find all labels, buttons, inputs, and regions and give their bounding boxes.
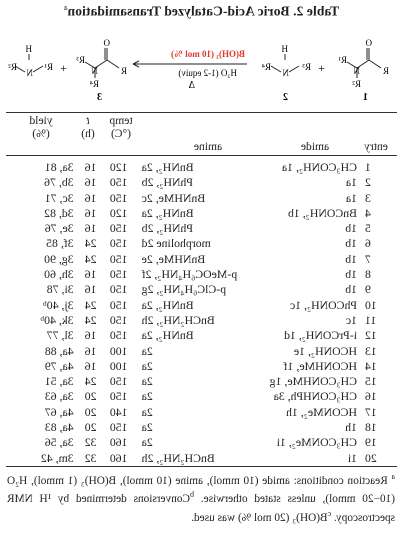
amine-cell: PhNH₂, 2b [141,175,193,190]
yield-cell: 3d, 82 [44,205,74,220]
plus-sign-1: + [318,61,325,75]
temp-cell: 150 [109,328,128,343]
caption-text: Table 2. Boric Acid-Catalyzed Transamidation [67,3,340,19]
product-n-atom: N [91,66,98,76]
amine-cell: 2a [141,374,153,389]
amide-cell: HCONHMe, 1f [283,358,357,373]
product-r3: R³ [76,55,85,65]
table-row [7,328,395,343]
table-row [7,282,395,297]
amine-cell: p-ClC₆H₄NH₂, 2g [141,282,227,297]
table-row [7,206,395,221]
amide-cell: 1b [345,236,357,251]
yield-cell: 3m, 42 [40,450,74,465]
amide-cell: 1b [345,221,357,236]
time-cell: 16 [84,221,97,236]
amine-r3: R³ [302,62,311,72]
yield-cell: 4a, 79 [44,358,74,373]
amide-cell: 1c [345,312,357,327]
header-entry: entry [364,140,388,153]
table-row [7,435,395,450]
time-cell: 24 [84,297,97,312]
product-o-atom: O [103,38,110,48]
time-cell: 16 [84,190,97,205]
yield-cell: 3a, 63 [44,389,74,404]
temp-cell: 120 [109,160,128,174]
amine-cell: morpholine 2d [141,236,211,251]
time-cell: 16 [84,343,97,358]
entry-cell: 7 [365,251,371,266]
temp-cell: 150 [109,420,128,435]
yield-cell: 3i, 78 [46,282,74,297]
amide-r2: R² [352,79,361,89]
amine-r4: R⁴ [261,62,271,72]
temp-cell: 150 [109,221,128,236]
header-time: t (h) [81,114,95,140]
product-r4: R⁴ [89,79,99,89]
temp-cell: 100 [109,343,128,358]
product-structure [85,48,119,78]
amide-cell: CH₃CONH₂, 1a [281,160,357,174]
entry-cell: 18 [365,420,377,435]
entry-cell: 15 [365,374,377,389]
time-cell: 16 [84,267,97,282]
time-cell: 20 [84,389,97,404]
amide-cell: 1h [345,420,357,435]
temp-cell: 150 [109,236,128,251]
caption-footnote-marker: a [63,3,68,12]
amide-cell: i-PrCONH₂, 1d [284,328,357,343]
time-cell: 16 [84,175,97,190]
amine-cell: BnCH₂NH₂, 2h [141,312,215,327]
time-cell: 20 [84,404,97,419]
temp-cell: 150 [109,251,128,266]
amide-o-atom: O [365,38,372,48]
entry-cell: 8 [365,267,371,282]
footnote-a-marker: a [391,472,395,481]
entry-cell: 9 [365,282,371,297]
temp-cell: 150 [109,190,128,205]
temp-cell: 100 [109,358,128,373]
product-label: 3 [97,92,102,102]
time-cell: 16 [84,328,97,343]
yield-cell: 4a, 88 [44,343,74,358]
table-row [7,344,395,359]
entry-cell: 2 [365,175,371,190]
temp-cell: 120 [109,205,128,220]
table-row [7,313,395,328]
amide-cell: 1a [345,190,357,205]
entry-cell: 1 [365,160,371,174]
header-amine: amine [193,140,223,153]
yield-cell: 3k, 40ᵇ [40,312,74,327]
yield-cell: 4a, 83 [44,420,74,435]
amide-cell: HCONH₂, 1e [293,343,357,358]
time-cell: 16 [84,205,97,220]
entry-cell: 16 [365,389,377,404]
entry-cell: 14 [365,358,377,373]
yield-cell: 3g, 90 [44,251,74,266]
top-rule [6,112,397,113]
temp-cell: 150 [109,374,128,389]
entry-cell: 20 [365,450,377,465]
temp-cell: 150 [109,389,128,404]
entry-cell: 12 [365,328,377,343]
entry-cell: 5 [365,221,371,236]
table-caption [0,3,403,20]
table-row [7,420,395,435]
temp-cell: 150 [109,312,128,327]
header-amide: amide [300,140,330,153]
time-cell: 24 [84,251,97,266]
amide-cell: 1a [345,175,357,190]
heat-symbol: Δ [188,80,195,91]
amine-cell: BnNH₂, 2a [141,205,194,220]
amine-cell: BnNH₂, 2a [141,297,194,312]
table-row [7,267,395,282]
amine-label: 2 [283,92,288,102]
entry-cell: 4 [365,205,371,220]
entry-cell: 19 [365,435,377,450]
amide-structure [347,48,381,78]
footnotes [7,470,395,525]
header-time-unit: (h) [81,127,95,140]
yield-cell: 3a, 81 [44,160,74,174]
header-rule [6,155,397,156]
amine-cell: BnNH₂, 2a [141,328,194,343]
catalyst-label: B(OH)₃ (10 mol %) [171,49,245,59]
amine-cell: 2a [141,404,153,419]
entry-cell: 11 [365,312,377,327]
temp-cell: 150 [109,297,128,312]
temp-cell: 140 [109,404,128,419]
table-row [7,175,395,190]
header-yield-unit: (%) [32,127,50,140]
header-temp: temp (°C) [109,114,133,140]
amide-cell: HCONMe₂, 1h [286,404,357,419]
yield-cell: 3h, 60 [44,267,74,282]
time-cell: 16 [84,160,97,174]
yield-cell: 3e, 76 [44,221,74,236]
time-cell: 24 [84,374,97,389]
amide-cell: CH₃CONHMe, 1g [269,374,357,389]
amine-cell: BnNHMe, 2c [141,190,206,205]
yield-cell: 4a, 67 [44,404,74,419]
amide-cell: CH₃CONMe₂, 1i [276,435,357,450]
product-r: R [120,66,127,76]
temp-cell: 150 [109,282,128,297]
bottom-rule [6,466,397,467]
plus-sign-2: + [60,61,67,75]
amide-cell: PhCONH₂, 1c [289,297,357,312]
byproduct-h-atom: H [25,44,32,54]
table-row [7,191,395,206]
amide-cell: 1b [345,267,357,282]
amide-cell: 1b [345,251,357,266]
footnote-c: B(OH)₃ (20 mol %) was used. [191,511,328,524]
reaction-scheme [7,30,395,102]
amide-r1: R¹ [338,55,347,65]
entry-cell: 3 [365,190,371,205]
yield-cell: 3l, 77 [46,328,74,343]
footnote-b: Conversions determined by ¹H NMR spectroscopy. [7,493,395,524]
table-row [7,389,395,404]
amine-cell: 2a [141,435,153,450]
time-cell: 24 [84,236,97,251]
byproduct-n-atom: N [26,68,33,78]
yield-cell: 3j, 40ᵇ [43,297,74,312]
header-yield: yield (%) [29,114,53,140]
time-cell: 32 [84,435,97,450]
entry-cell: 17 [365,404,377,419]
footnote-c-marker: c [327,508,332,518]
time-cell: 16 [84,282,97,297]
results-table [7,160,395,466]
amine-cell: 2a [141,420,153,435]
amine-cell: p-MeOC₆H₄NH₂, 2f [141,267,238,282]
amide-cell: 1i [347,450,357,465]
yield-cell: 3a, 51 [44,374,74,389]
amine-cell: 2a [141,343,153,358]
footnote-a: Reaction conditions: amide (10 mmol), amine (10 mmol), B(OH)₃ (1 mmol), H₂O (10−20 mmol), unless stated otherwise. [7,474,395,506]
yield-cell: 3f, 85 [46,236,74,251]
temp-cell: 150 [109,175,128,190]
table-row [7,374,395,389]
amine-cell: 2a [141,358,153,373]
amide-cell: CH₃CONHPh, 3a [273,389,357,404]
time-cell: 32 [84,450,97,465]
amine-n-atom: N [282,68,289,78]
footnote-b-marker: b [190,490,195,500]
temp-cell: 160 [109,435,128,450]
amide-n-atom: N [353,66,360,76]
amine-cell: 2a [141,389,153,404]
amide-cell: BnCONH₂, 1b [287,205,357,220]
entry-cell: 13 [365,343,377,358]
header-temp-unit: (°C) [110,127,132,140]
temp-cell: 150 [109,267,128,282]
table-row [7,298,395,313]
table-row [7,252,395,267]
amide-label: 1 [363,92,368,102]
amine-cell: PhNH₂, 2b [141,221,193,236]
table-row [7,451,395,466]
entry-cell: 10 [365,297,377,312]
amine-h-atom: H [281,44,288,54]
temp-cell: 160 [109,450,128,465]
amine-cell: BnNH₂, 2a [141,160,194,174]
entry-cell: 6 [365,236,371,251]
table-row [7,359,395,374]
table-row [7,236,395,251]
time-cell: 16 [84,358,97,373]
water-conditions: H₂O (1-2 equiv) [178,68,237,78]
amide-cell: 1b [345,282,357,297]
time-cell: 24 [84,312,97,327]
yield-cell: 3b, 76 [44,175,74,190]
table-row [7,221,395,236]
time-cell: 20 [84,420,97,435]
table-row [7,405,395,420]
amide-r: R [382,66,389,76]
byproduct-r2: R² [8,62,17,72]
reaction-arrow [133,61,247,67]
amine-cell: BnCH₂NH₂, 2h [141,450,215,465]
table-row [7,160,395,175]
yield-cell: 3c, 71 [44,190,74,205]
yield-cell: 3a, 56 [44,435,74,450]
amine-cell: BnNHMe, 2e [141,251,206,266]
byproduct-r1: R¹ [44,62,53,72]
